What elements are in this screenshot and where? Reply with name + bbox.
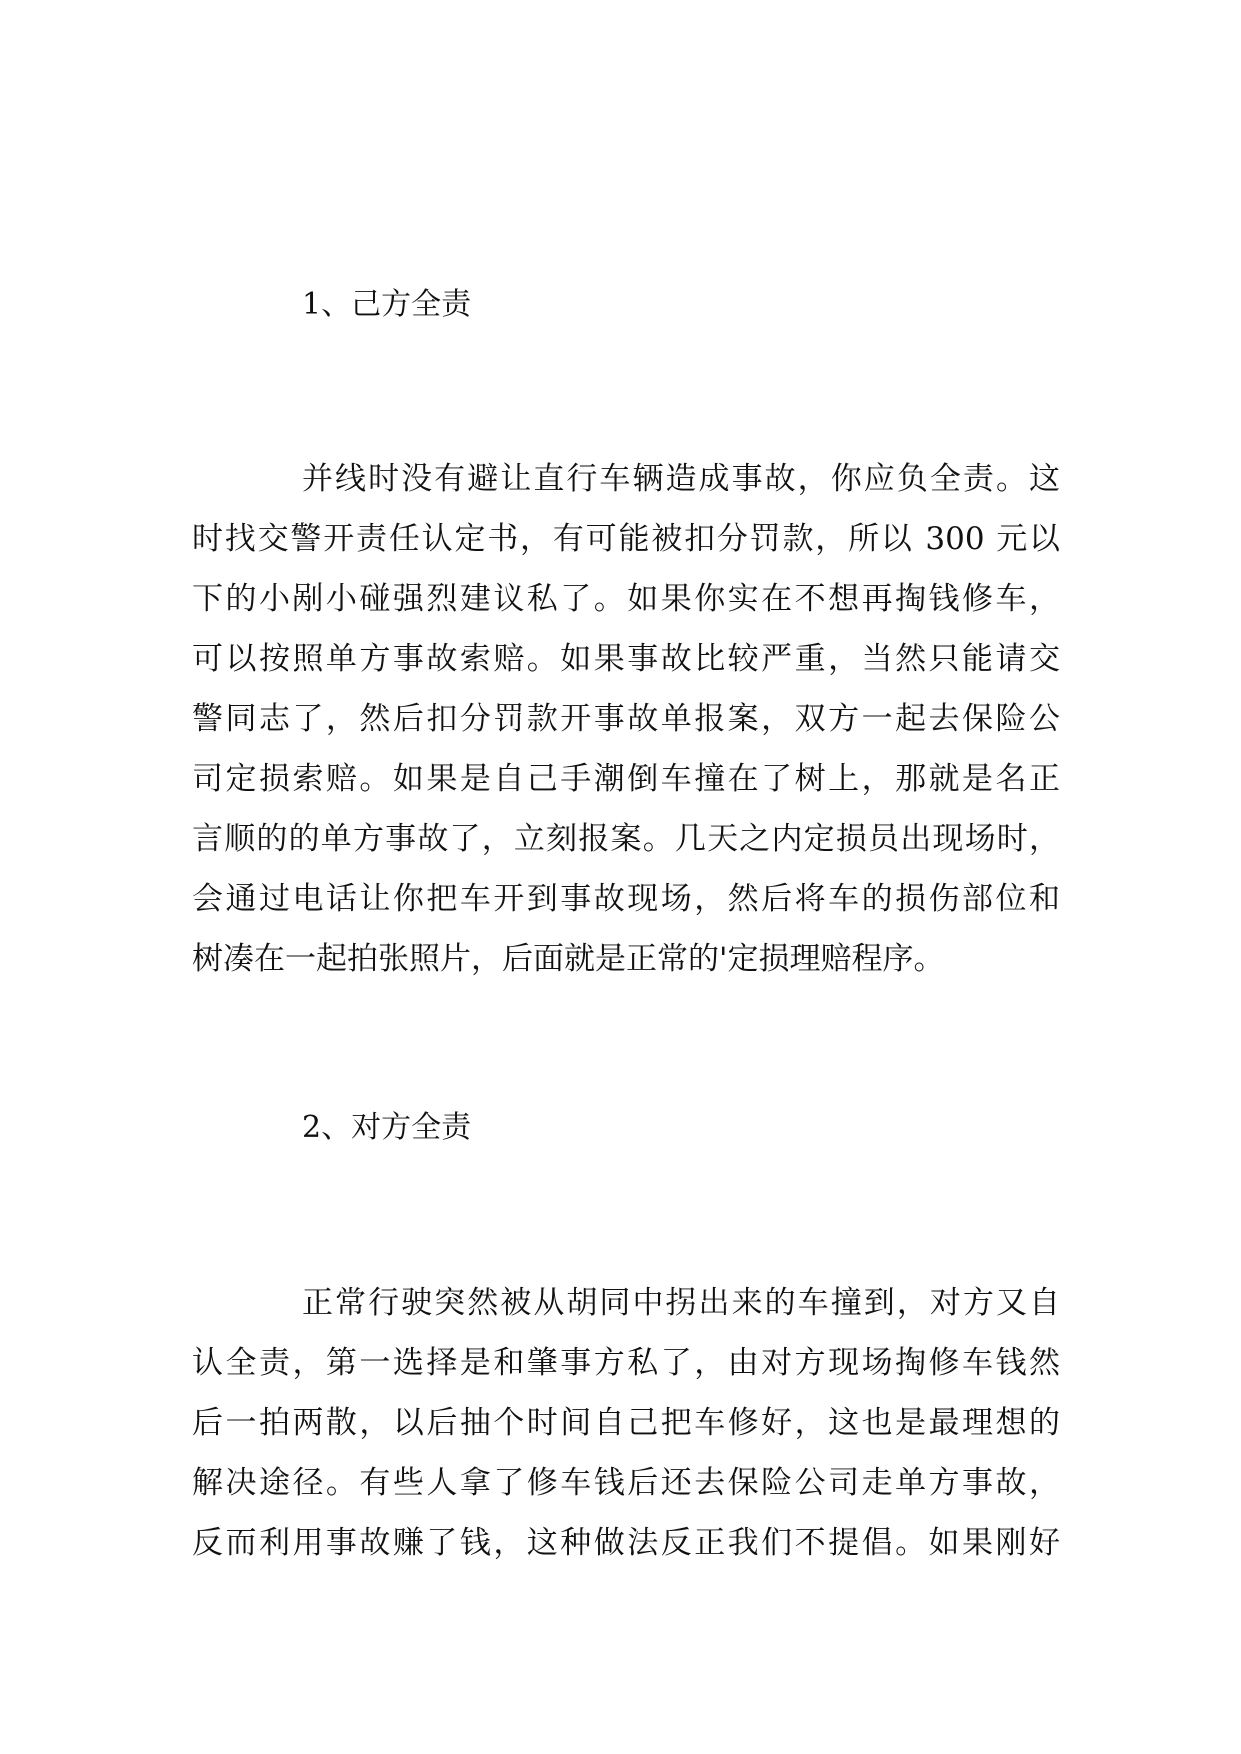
paragraph-line: 司定损索赔。如果是自己手潮倒车撞在了树上，那就是名正 — [192, 761, 1060, 797]
paragraph-line: 解决途径。有些人拿了修车钱后还去保险公司走单方事故， — [192, 1465, 1060, 1501]
section-heading-1: 1、己方全责 — [302, 287, 472, 322]
paragraph-line: 会通过电话让你把车开到事故现场，然后将车的损伤部位和 — [192, 881, 1060, 917]
paragraph-line: 后一拍两散，以后抽个时间自己把车修好，这也是最理想的 — [192, 1405, 1060, 1441]
paragraph-line: 警同志了，然后扣分罚款开事故单报案，双方一起去保险公 — [192, 701, 1060, 737]
paragraph-line: 言顺的的单方事故了，立刻报案。几天之内定损员出现场时， — [192, 821, 1060, 857]
paragraph-line: 树凑在一起拍张照片，后面就是正常的'定损理赔程序。 — [192, 941, 945, 977]
paragraph-line: 并线时没有避让直行车辆造成事故，你应负全责。这 — [302, 461, 1060, 497]
paragraph-1 — [192, 449, 1060, 989]
section-heading-2: 2、对方全责 — [302, 1110, 472, 1145]
paragraph-line: 正常行驶突然被从胡同中拐出来的车撞到，对方又自 — [302, 1285, 1060, 1321]
paragraph-line: 认全责，第一选择是和肇事方私了，由对方现场掏修车钱然 — [192, 1345, 1060, 1381]
paragraph-line: 可以按照单方事故索赔。如果事故比较严重，当然只能请交 — [192, 641, 1060, 677]
paragraph-line: 时找交警开责任认定书，有可能被扣分罚款，所以 300 元以 — [192, 521, 1060, 557]
paragraph-line: 反而利用事故赚了钱，这种做法反正我们不提倡。如果刚好 — [192, 1525, 1060, 1561]
paragraph-line: 下的小剐小碰强烈建议私了。如果你实在不想再掏钱修车， — [192, 581, 1060, 617]
paragraph-2 — [192, 1273, 1060, 1573]
